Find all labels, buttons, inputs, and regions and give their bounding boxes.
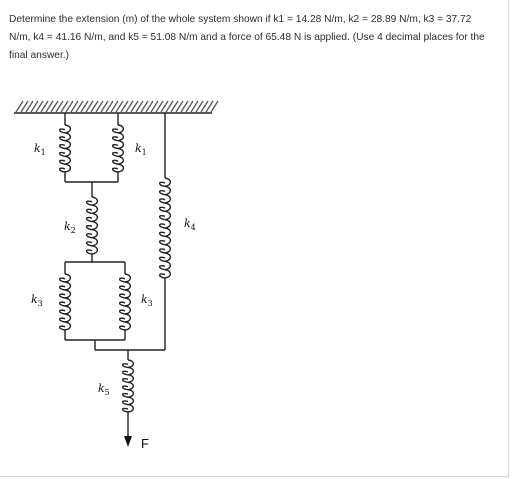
ceiling-support	[14, 101, 218, 113]
spring-label-k1-left: $k_1$	[34, 142, 46, 157]
spring-label-k2: $k_2$	[64, 220, 76, 235]
spring-k5	[123, 360, 134, 412]
force-label: F	[141, 436, 149, 451]
question-text: Determine the extension (m) of the whole system shown if k1 = 14.28 N/m, k2 = 28.89 N/m, k3 = 37.72 N/m, k4 = 41.16 N/m, and k5 = 51.08 N/m and a force of 65.48 N is applied. (Use 4 decimal places for the final answer.)	[9, 14, 485, 61]
spring-k1-left	[60, 125, 71, 172]
spring-k1-right	[113, 125, 124, 172]
spring-k3-right	[120, 274, 131, 330]
spring-label-k1-right: $k_1$	[135, 142, 147, 157]
spring-label-k4: $k_4$	[184, 217, 196, 232]
spring-label-k3-right: $k_3$	[141, 293, 153, 308]
spring-k3-left	[60, 274, 71, 330]
force-arrow	[124, 436, 132, 447]
spring-k2	[87, 197, 98, 254]
spring-label-k3-left: $k_3$	[31, 293, 43, 308]
spring-label-k5: $k_5$	[98, 382, 110, 397]
spring-k4	[160, 178, 171, 278]
